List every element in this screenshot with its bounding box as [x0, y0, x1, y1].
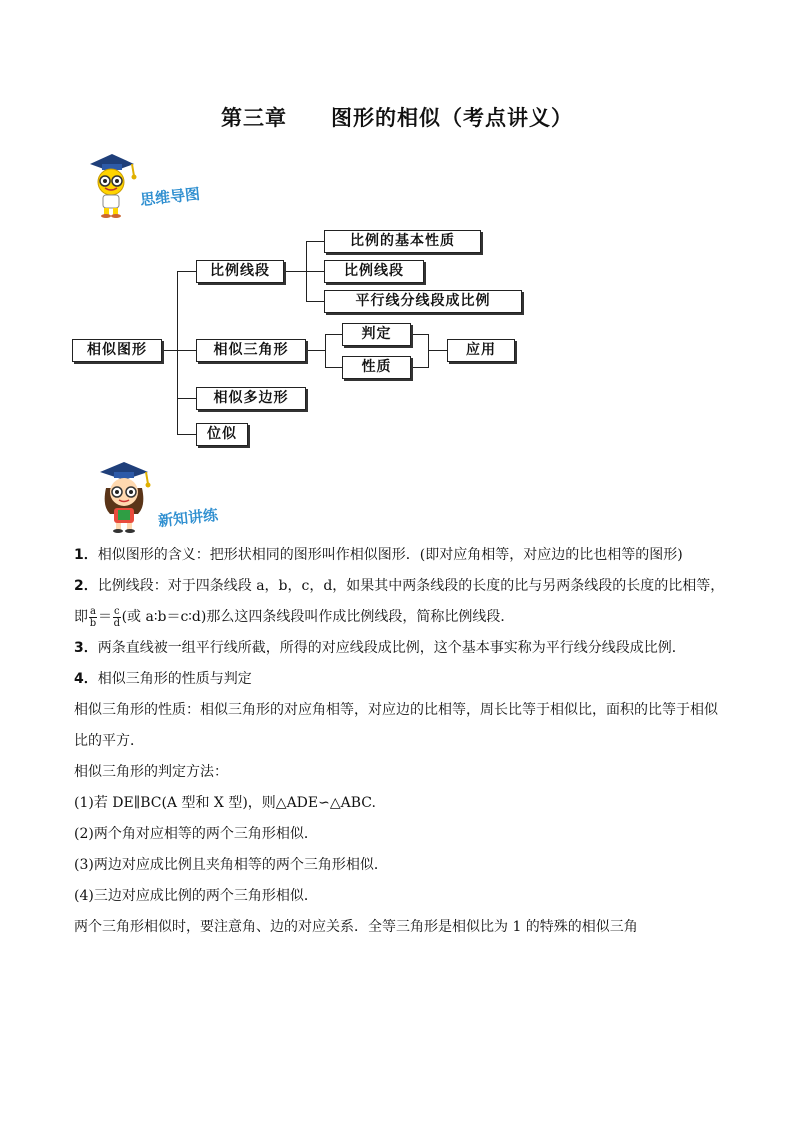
paragraph-2: 2．比例线段：对于四条线段 a，b，c，d，如果其中两条线段的长度的比与另两条线段的长度的比相等，即 $\frac{a}{b}$ ＝ $\frac{c}{d}$ (或 a∶b＝c∶d)那么这四条线段叫作成比例线段，简称比例线段．: [74, 578, 725, 629]
paragraph-1: 1．相似图形的含义：把形状相同的图形叫作相似图形．(即对应角相等，对应边的比也相等的图形): [74, 547, 683, 563]
mindmap-node-criteria: 判定: [342, 323, 411, 346]
mindmap-node-application: 应用: [447, 339, 515, 362]
connector: [325, 334, 326, 367]
mindmap-section-label: 思维导图: [139, 184, 201, 210]
connector: [177, 271, 178, 435]
mindmap-node-parallel-lines: 平行线分线段成比例: [324, 290, 522, 313]
connector: [284, 271, 307, 272]
connector: [410, 367, 429, 368]
paragraph-9: (3)两边对应成比例且夹角相等的两个三角形相似．: [74, 857, 388, 873]
connector: [177, 350, 197, 351]
mindmap-node-properties: 性质: [342, 356, 411, 379]
lecture-content: [74, 540, 726, 943]
page-title: 第三章 图形的相似（考点讲义）: [221, 106, 573, 130]
fraction-a-b: $\frac{a}{b}$: [89, 605, 97, 629]
mindmap-root: 相似图形: [72, 339, 162, 362]
paragraph-3: 3．两条直线被一组平行线所截，所得的对应线段成比例，这个基本事实称为平行线分线段成比例．: [74, 640, 686, 656]
connector: [306, 241, 325, 242]
paragraph-8: (2)两个角对应相等的两个三角形相似．: [74, 826, 318, 842]
connector: [161, 350, 178, 351]
mindmap-node-similar-polygons: 相似多边形: [196, 387, 306, 410]
fraction-c-d: $\frac{c}{d}$: [113, 605, 120, 629]
connector: [428, 350, 448, 351]
paragraph-10: (4)三边对应成比例的两个三角形相似．: [74, 888, 318, 904]
mascot-boy-icon: [82, 150, 140, 218]
connector: [306, 271, 325, 272]
paragraph-6: 相似三角形的判定方法：: [74, 764, 228, 780]
mindmap-node-proportional-segments-2: 比例线段: [324, 260, 424, 283]
connector: [177, 434, 197, 435]
connector: [410, 334, 429, 335]
connector: [325, 334, 343, 335]
mindmap-node-similar-triangles: 相似三角形: [196, 339, 306, 362]
paragraph-4: 4．相似三角形的性质与判定: [74, 671, 252, 687]
mascot-girl-icon: [90, 458, 154, 534]
paragraph-11: 两个三角形相似时，要注意角、边的对应关系．全等三角形是相似比为 1 的特殊的相似三角: [74, 919, 638, 935]
paragraph-5: 相似三角形的性质：相似三角形的对应角相等，对应边的比相等，周长比等于相似比，面积的比等于相似比的平方．: [74, 702, 718, 749]
paragraph-7: (1)若 DE∥BC(A 型和 X 型)，则△ADE∽△ABC.: [74, 795, 376, 811]
mindmap-node-homothety: 位似: [196, 423, 248, 446]
mindmap-node-basic-property: 比例的基本性质: [324, 230, 481, 253]
connector: [305, 350, 326, 351]
connector: [177, 271, 197, 272]
connector: [306, 301, 325, 302]
lecture-section-label: 新知讲练: [157, 505, 219, 531]
connector: [177, 398, 197, 399]
mindmap-node-proportional-segments: 比例线段: [196, 260, 284, 283]
connector: [325, 367, 343, 368]
